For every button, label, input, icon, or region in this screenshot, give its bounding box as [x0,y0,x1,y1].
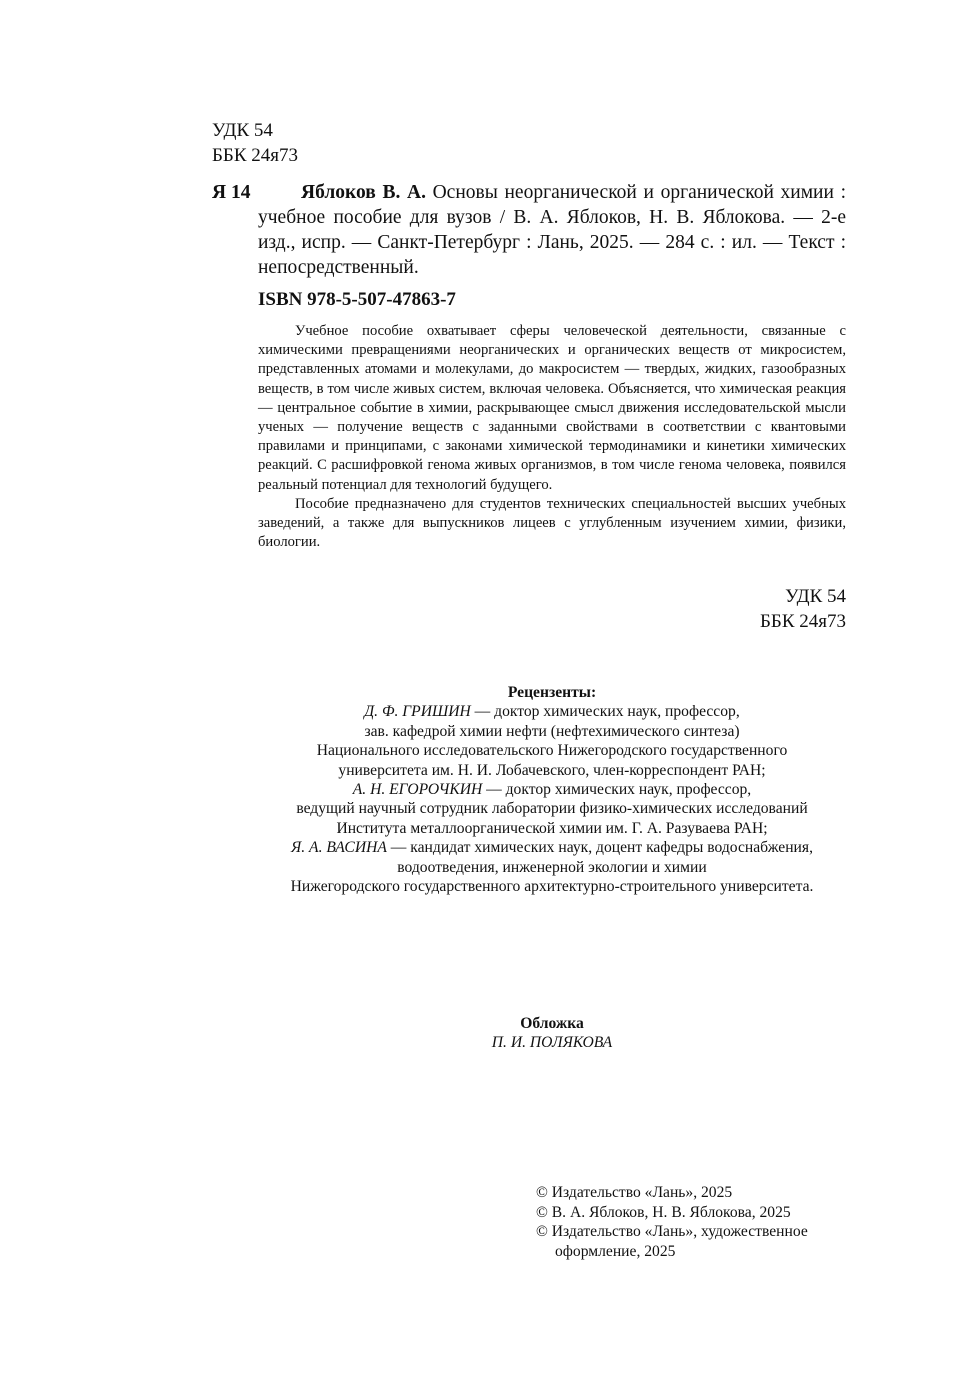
annotation [258,322,846,552]
bbk-code: ББК 24я73 [760,611,846,632]
reviewer-line: А. Н. ЕГОРОЧКИН — доктор химических наук, профессор, [352,781,752,799]
reviewer-line: Нижегородского государственного архитектурно-строительного университета. [290,878,814,896]
author-name: Яблоков В. А. [301,182,426,203]
cover-heading: Обложка [520,1015,584,1032]
reviewer-line: Д. Ф. ГРИШИН — доктор химических наук, профессор, [364,703,740,721]
cover-credit [212,1014,892,1053]
copyright-line: оформление, 2025 [555,1242,676,1260]
bibliographic-record [212,180,846,280]
reviewer-line: Института металлоорганической химии им. Г. А. Разуваева РАН; [336,819,768,837]
reviewer-line: ведущий научный сотрудник лаборатории физико-химических исследований [296,800,808,818]
udk-bbk-right [760,584,846,634]
reviewer-line: Национального исследовательского Нижегородского государственного [316,742,788,760]
reviewer-line: зав. кафедрой химии нефти (нефтехимического синтеза) [364,722,740,740]
bbk-code: ББК 24я73 [212,145,298,166]
udk-code: УДК 54 [212,120,273,141]
reviewers-heading: Рецензенты: [507,684,597,701]
udk-code: УДК 54 [785,586,846,607]
copyright-block [536,1183,808,1261]
author-sign: Я 14 [212,182,251,203]
annotation-paragraph: Учебное пособие охватывает сферы человеческой деятельности, связанные с химическими превращениями неорганических и органических веществ от микросистем, представленных атомами и молекулами, до макросистем — твердых, жидких, газообразных веществ, в том числе живых систем, включая человека. Объясняется, что химическая реакция — центральное событие в химии, раскрывающее смысл движения исследовательской мысли ученых — получение веществ с заданными свойствами в соответствии с квантовыми правилами и принципами, с законами химической термодинамики и кинетики химических реакций. С расшифровкой генома живых организмов, в том числе генома человека, появился реальный потенциал для технологий будущего. [258,323,846,493]
copyright-line: © Издательство «Лань», 2025 [536,1184,733,1201]
reviewer-line: водоотведения, инженерной экологии и химии [397,858,707,876]
reviewers-block [212,683,892,896]
copyright-line: © В. А. Яблоков, Н. В. Яблокова, 2025 [536,1203,791,1221]
annotation-paragraph: Пособие предназначено для студентов технических специальностей высших учебных заведений, а также для выпускников лицеев с углубленным изучением химии, физики, биологии. [258,495,846,551]
copyright-line: © Издательство «Лань», художественное [536,1223,808,1241]
isbn: ISBN 978-5-507-47863-7 [258,289,456,310]
reviewer-name: А. Н. ЕГОРОЧКИН [352,781,483,799]
udk-bbk-top [212,118,298,168]
reviewer-name: Д. Ф. ГРИШИН [364,703,471,721]
bibliographic-description [258,180,846,280]
reviewer-line: университета им. Н. И. Лобачевского, член-корреспондент РАН; [338,761,766,779]
cover-designer: П. И. ПОЛЯКОВА [491,1034,613,1052]
title-description: Основы неорганической и органической химии : учебное пособие для вузов / В. А. Яблоков, Н. В. Яблокова. — 2-е изд., испр. — Санкт-Петербург : Лань, 2025. — 284 с. : ил. — Текст : непосредственный. [258,182,846,278]
reviewer-line: Я. А. ВАСИНА — кандидат химических наук, доцент кафедры водоснабжения, [291,839,813,857]
reviewer-name: Я. А. ВАСИНА [291,839,387,857]
